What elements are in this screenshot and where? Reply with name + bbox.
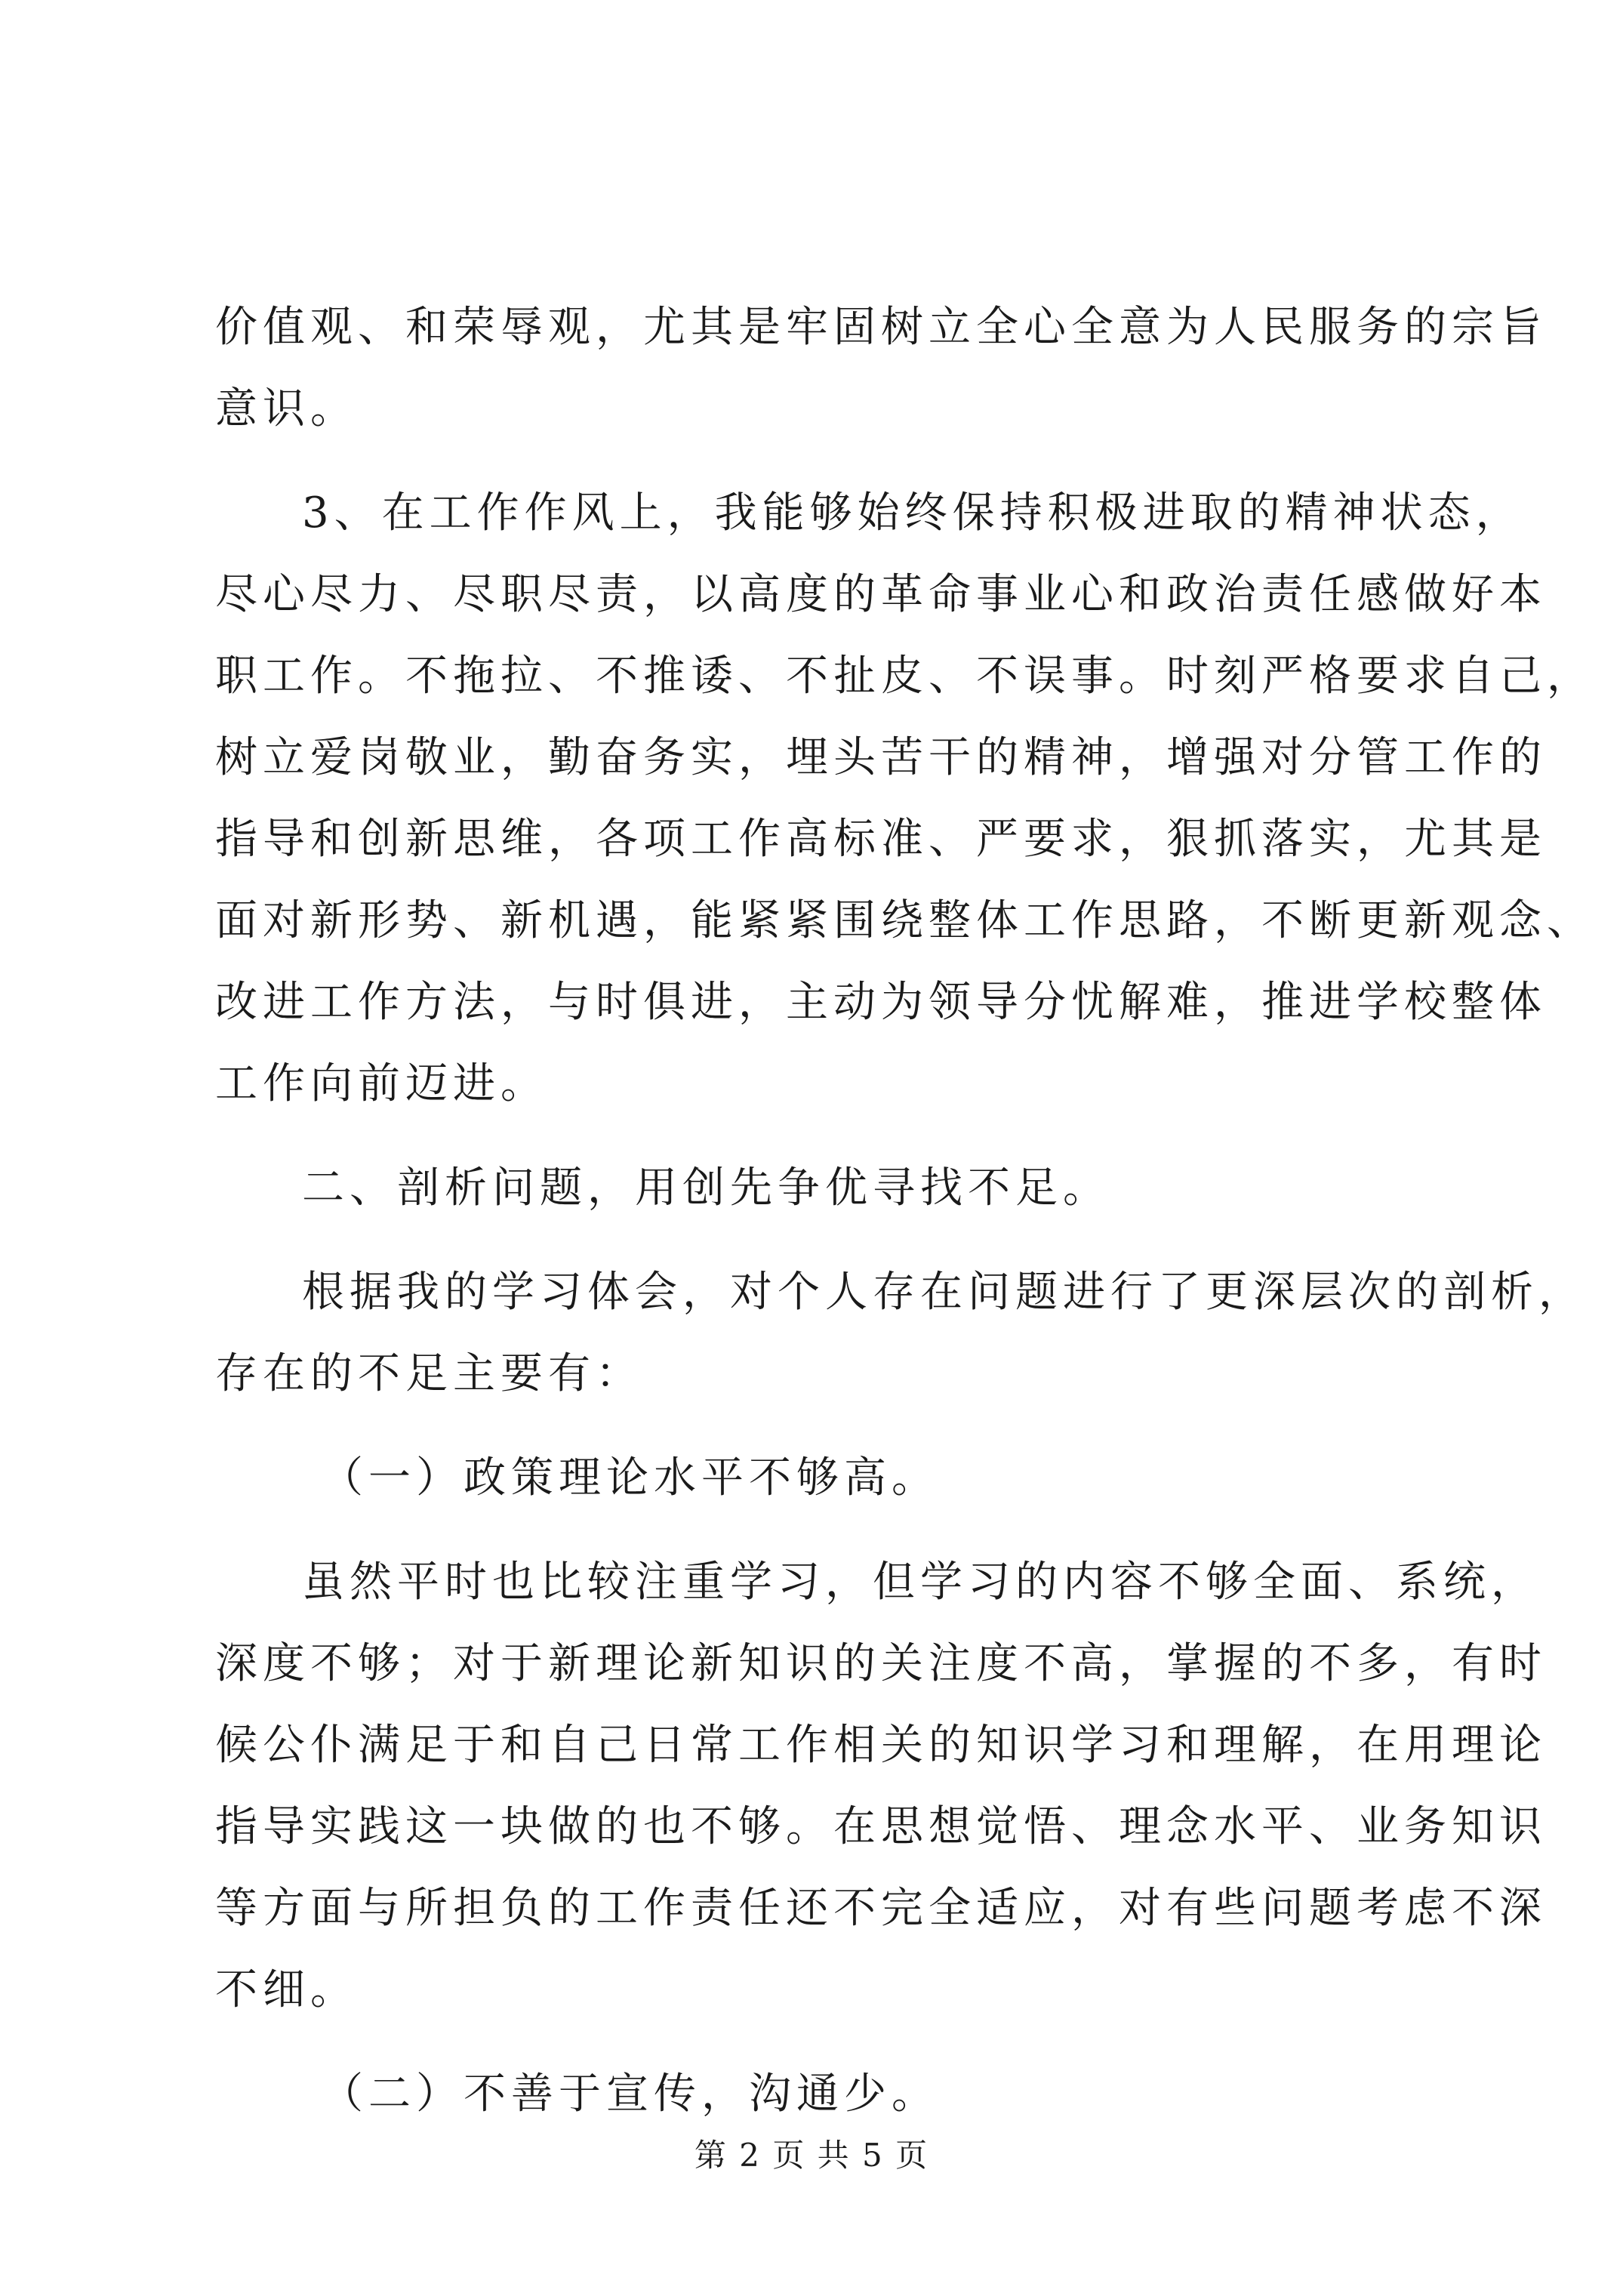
document-body: [215, 287, 1594, 2135]
text-line: 根据我的学习体会，对个人存在问题进行了更深层次的剖析，: [302, 1268, 1586, 1317]
text-line: 等方面与所担负的工作责任还不完全适应，对有些问题考虑不深: [215, 1884, 1547, 1933]
text-line: 指导实践这一块做的也不够。在思想觉悟、理念水平、业务知识: [215, 1802, 1547, 1851]
subsection-heading: （二）不善于宣传，沟通少。: [321, 2069, 939, 2119]
text-line: 改进工作方法，与时俱进，主动为领导分忧解难，推进学校整体: [215, 978, 1547, 1027]
text-line: 工作向前迈进。: [215, 1059, 548, 1108]
text-line: 指导和创新思维，各项工作高标准、严要求，狠抓落实，尤其是: [215, 815, 1547, 864]
text-line: 存在的不足主要有：: [215, 1349, 643, 1398]
text-line: 不细。: [215, 1965, 358, 2014]
text-line: 深度不够；对于新理论新知识的关注度不高，掌握的不多，有时: [215, 1639, 1547, 1688]
text-line: 职工作。不拖拉、不推诿、不扯皮、不误事。时刻严格要求自己，: [215, 652, 1594, 701]
text-line: 候公仆满足于和自己日常工作相关的知识学习和理解，在用理论: [215, 1721, 1547, 1770]
text-line: 价值观、和荣辱观，尤其是牢固树立全心全意为人民服务的宗旨: [215, 303, 1547, 352]
text-line: 意识。: [215, 384, 358, 433]
section-heading: 二、剖析问题，用创先争优寻找不足。: [302, 1163, 1110, 1213]
text-line: 3、在工作作风上，我能够始终保持积极进取的精神状态，: [302, 488, 1523, 538]
text-line: 尽心尽力、尽职尽责，以高度的革命事业心和政治责任感做好本: [215, 570, 1547, 619]
subsection-heading: （一）政策理论水平不够高。: [321, 1453, 939, 1502]
page-number-footer: 第 2 页 共 5 页: [694, 2137, 929, 2174]
text-line: 虽然平时也比较注重学习，但学习的内容不够全面、系统，: [302, 1558, 1538, 1607]
text-line: 面对新形势、新机遇，能紧紧围绕整体工作思路，不断更新观念、: [215, 896, 1594, 945]
text-line: 树立爱岗敬业，勤奋务实，埋头苦干的精神，增强对分管工作的: [215, 733, 1547, 782]
